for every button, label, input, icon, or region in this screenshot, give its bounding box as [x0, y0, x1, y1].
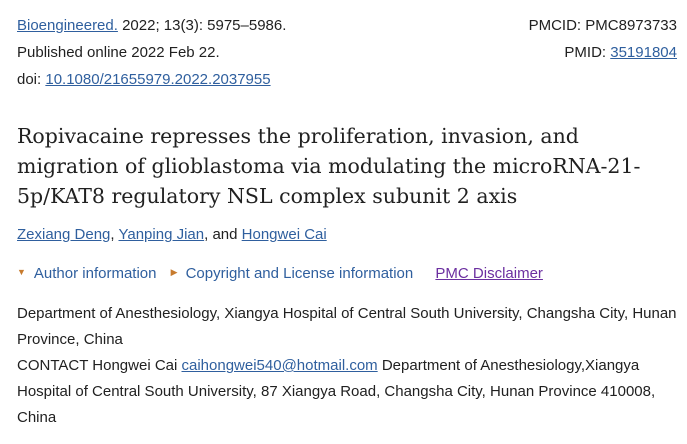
contact-label: CONTACT Hongwei Cai: [17, 357, 178, 374]
author-link-jian[interactable]: Yanping Jian: [118, 226, 205, 243]
citation-line: [17, 12, 286, 39]
identifiers-block: [529, 12, 677, 66]
email-link[interactable]: caihongwei540@hotmail.com: [181, 357, 378, 374]
article-title: Ropivacaine represses the proliferation, invasion, and migration of glioblastoma via modulating the microRNA-21-5p/KAT8 regulatory NSL complex subunit 2 axis: [17, 124, 641, 208]
author-separator-and: , and: [204, 226, 238, 243]
doi-link[interactable]: 10.1080/21655979.2022.2037955: [45, 71, 271, 88]
author-link-cai[interactable]: Hongwei Cai: [241, 226, 327, 243]
pmcid-value: PMC8973733: [585, 17, 677, 34]
pmc-disclaimer-link[interactable]: PMC Disclaimer: [435, 265, 543, 282]
author-link-deng[interactable]: Zexiang Deng: [17, 226, 111, 243]
doi-label: doi:: [17, 71, 42, 88]
article-info-bar: [17, 263, 543, 285]
department-affiliation: Department of Anesthesiology, Xiangya Hospital of Central South University, Changsha City, Hunan Province, China: [17, 305, 677, 348]
copyright-license-toggle[interactable]: Copyright and License information: [185, 265, 414, 282]
author-list: [17, 224, 327, 246]
pmcid-line: [529, 12, 677, 39]
pmid-line: [529, 39, 677, 66]
author-information-toggle[interactable]: Author information: [33, 265, 157, 282]
contact-address: Department of Anesthesiology,Xiangya Hospital of Central South University, 87 Xiangya Road, Changsha City, Hunan Province 410008, China: [17, 357, 656, 426]
triangle-right-icon: ▶: [170, 267, 178, 278]
citation-details: 2022; 13(3): 5975–5986.: [122, 17, 287, 34]
citation-block: [17, 12, 286, 93]
triangle-down-icon: ▼: [17, 267, 26, 278]
pmid-label: PMID:: [564, 44, 607, 61]
pmcid-label: PMCID:: [528, 17, 582, 34]
pmid-link[interactable]: 35191804: [610, 44, 677, 61]
doi-line: [17, 66, 286, 93]
author-separator: ,: [110, 226, 115, 243]
contact-info: [17, 353, 677, 431]
affiliation-block: [17, 301, 677, 431]
published-date: Published online 2022 Feb 22.: [17, 44, 220, 61]
journal-link[interactable]: Bioengineered.: [17, 17, 118, 34]
